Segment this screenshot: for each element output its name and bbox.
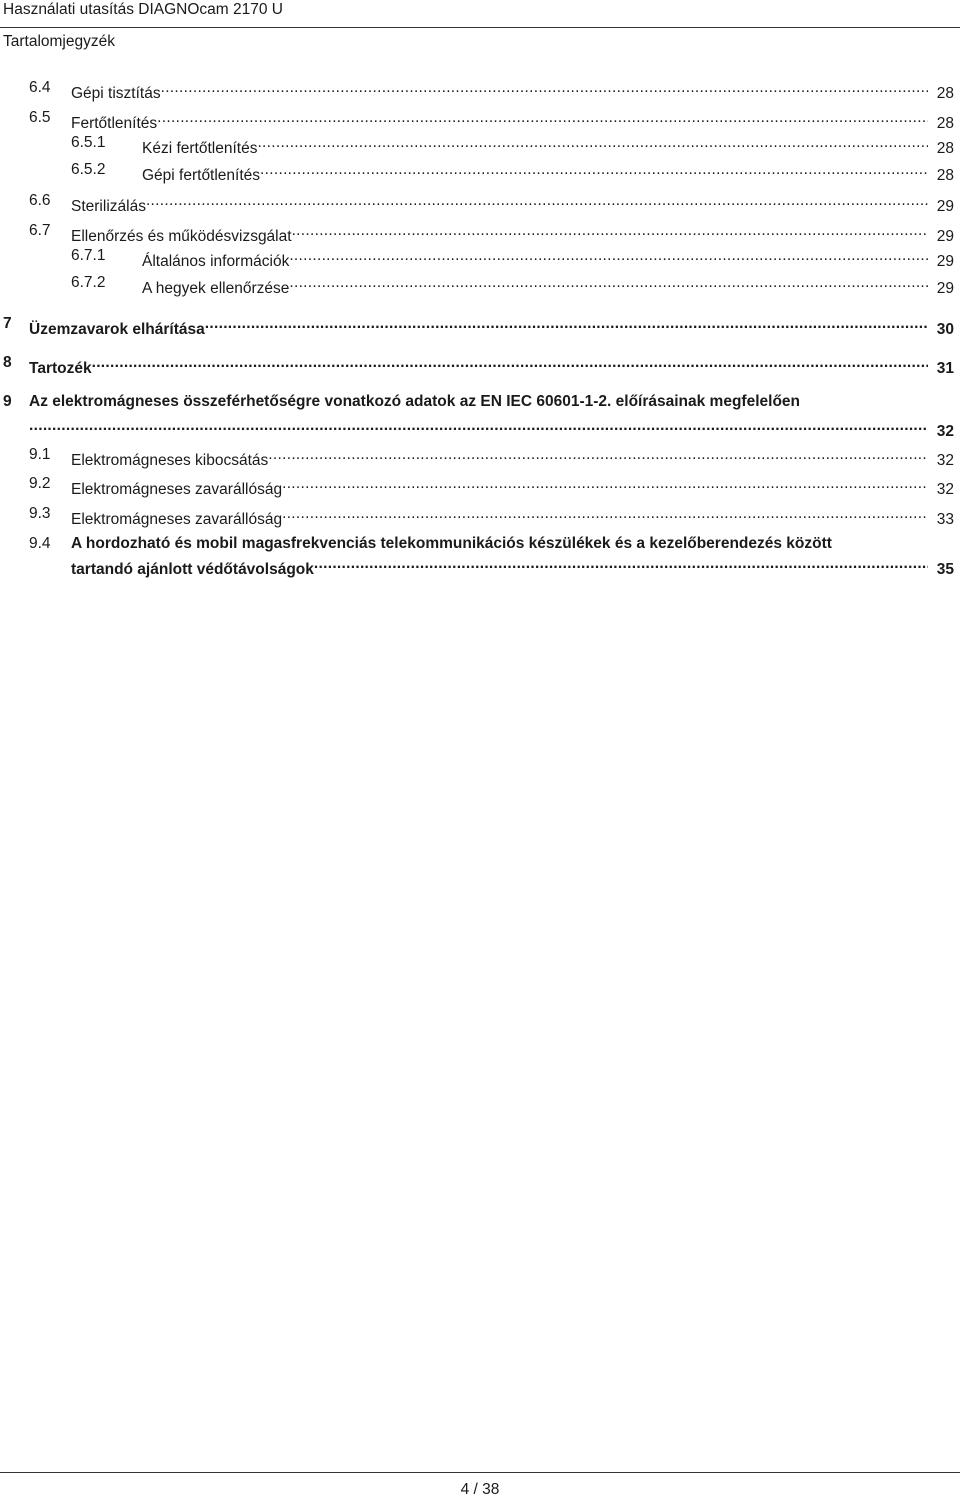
toc-entry-line xyxy=(29,353,954,379)
toc-entry-6-5-2[interactable] xyxy=(0,160,960,182)
toc-entry-line xyxy=(142,160,954,186)
toc-entry-line xyxy=(71,108,954,134)
toc-entry-line xyxy=(71,191,954,217)
toc-entry-line xyxy=(142,133,954,159)
toc-entry-9-2[interactable] xyxy=(0,474,960,496)
toc-entry-6-7-1[interactable] xyxy=(0,246,960,268)
toc-entry-title: Üzemzavarok elhárítása xyxy=(29,321,205,338)
footer-divider xyxy=(0,1472,960,1473)
toc-entry-number: 6.5.1 xyxy=(71,134,106,151)
page-number: 4 / 38 xyxy=(460,1481,500,1498)
toc-entry-number: 6.5 xyxy=(29,109,51,126)
toc-entry-number: 6.6 xyxy=(29,192,51,209)
toc-entry-title: Gépi tisztítás xyxy=(71,85,161,102)
section-title: Tartalomjegyzék xyxy=(3,33,115,50)
toc-entry-number: 6.7 xyxy=(29,222,51,239)
toc-entry-9-1[interactable] xyxy=(0,445,960,467)
toc-entry-page: 29 xyxy=(936,253,954,270)
toc-entry-title: Elektromágneses zavarállóság xyxy=(71,481,283,498)
toc-entry-title: Általános információk xyxy=(142,253,290,270)
toc-entry-title: Elektromágneses zavarállóság xyxy=(71,511,283,528)
toc-entry-number: 9.4 xyxy=(29,535,51,552)
toc-entry-number: 9 xyxy=(3,393,12,410)
toc-entry-page: 35 xyxy=(936,561,954,578)
toc-entry-number: 6.5.2 xyxy=(71,161,106,178)
toc-entry-title: Az elektromágneses összeférhetőségre vonatkozó adatok az EN IEC 60601-1-2. előírásainak megfelelően xyxy=(29,393,800,410)
toc-entry-6-6[interactable] xyxy=(0,191,960,213)
toc-entry-line xyxy=(29,314,954,340)
toc-entry-number: 6.7.1 xyxy=(71,247,106,264)
toc-entry-line xyxy=(71,445,954,471)
toc-entry-page: 32 xyxy=(936,481,954,498)
toc-entry-page: 28 xyxy=(936,115,954,132)
toc-entry-title: Ellenőrzés és működésvizsgálat xyxy=(71,228,292,245)
toc-entry-line xyxy=(71,554,954,580)
toc-dot-leader xyxy=(257,133,928,153)
toc-entry-line xyxy=(142,246,954,272)
toc-dot-leader xyxy=(314,554,928,574)
toc-entry-6-7-2[interactable] xyxy=(0,273,960,295)
toc-entry-8[interactable] xyxy=(0,353,960,375)
toc-dot-leader xyxy=(157,108,928,128)
toc-entry-line xyxy=(71,221,954,247)
toc-dot-leader xyxy=(292,221,928,241)
toc-dot-leader xyxy=(289,246,928,266)
toc-entry-number: 8 xyxy=(3,354,12,371)
toc-entry-page: 28 xyxy=(936,85,954,102)
toc-entry-number: 9.2 xyxy=(29,475,51,492)
document-title: Használati utasítás DIAGNOcam 2170 U xyxy=(3,1,283,18)
toc-entry-number: 7 xyxy=(3,315,12,332)
toc-entry-title: Sterilizálás xyxy=(71,198,146,215)
toc-entry-title: A hegyek ellenőrzése xyxy=(142,280,290,297)
toc-entry-page: 32 xyxy=(936,423,954,440)
toc-dot-leader xyxy=(282,504,928,524)
toc-entry-page: 31 xyxy=(936,360,954,377)
toc-dot-leader xyxy=(146,191,928,211)
toc-entry-page: 30 xyxy=(936,321,954,338)
toc-entry-page: 29 xyxy=(936,280,954,297)
toc-entry-page: 28 xyxy=(936,140,954,157)
toc-dot-leader xyxy=(29,416,928,436)
toc-dot-leader xyxy=(268,445,928,465)
toc-entry-page: 29 xyxy=(936,228,954,245)
toc-entry-title: Kézi fertőtlenítés xyxy=(142,140,258,157)
toc-entry-number: 6.7.2 xyxy=(71,274,106,291)
toc-dot-leader xyxy=(260,160,928,180)
toc-dot-leader xyxy=(282,474,928,494)
toc-entry-6-7[interactable] xyxy=(0,221,960,243)
toc-entry-title: Fertőtlenítés xyxy=(71,115,158,132)
toc-entry-line xyxy=(71,78,954,104)
toc-entry-7[interactable] xyxy=(0,314,960,336)
toc-entry-6-5-1[interactable] xyxy=(0,133,960,155)
toc-entry-title-line-1: A hordozható és mobil magasfrekvenciás telekommunikációs készülékek és a kezelőberendezés között xyxy=(71,535,832,552)
toc-entry-6-4[interactable] xyxy=(0,78,960,100)
toc-entry-number: 6.4 xyxy=(29,79,51,96)
toc-entry-number: 9.3 xyxy=(29,505,51,522)
toc-entry-title: Gépi fertőtlenítés xyxy=(142,167,261,184)
toc-dot-leader xyxy=(92,353,928,373)
toc-dot-leader xyxy=(289,273,928,293)
toc-entry-line xyxy=(71,474,954,500)
toc-entry-6-5[interactable] xyxy=(0,108,960,130)
toc-entry-9-3[interactable] xyxy=(0,504,960,526)
toc-entry-page: 33 xyxy=(936,511,954,528)
toc-entry-title: Elektromágneses kibocsátás xyxy=(71,452,269,469)
toc-entry-line xyxy=(29,416,954,442)
toc-entry-line xyxy=(142,273,954,299)
toc-entry-line xyxy=(71,504,954,530)
toc-dot-leader xyxy=(205,314,928,334)
toc-entry-title-line-2: tartandó ajánlott védőtávolságok xyxy=(71,561,314,578)
toc-dot-leader xyxy=(161,78,928,98)
toc-entry-number: 9.1 xyxy=(29,446,51,463)
toc-entry-title: Tartozék xyxy=(29,360,92,377)
toc-entry-page: 29 xyxy=(936,198,954,215)
toc-entry-page: 28 xyxy=(936,167,954,184)
toc-entry-page: 32 xyxy=(936,452,954,469)
header-divider xyxy=(0,27,960,28)
